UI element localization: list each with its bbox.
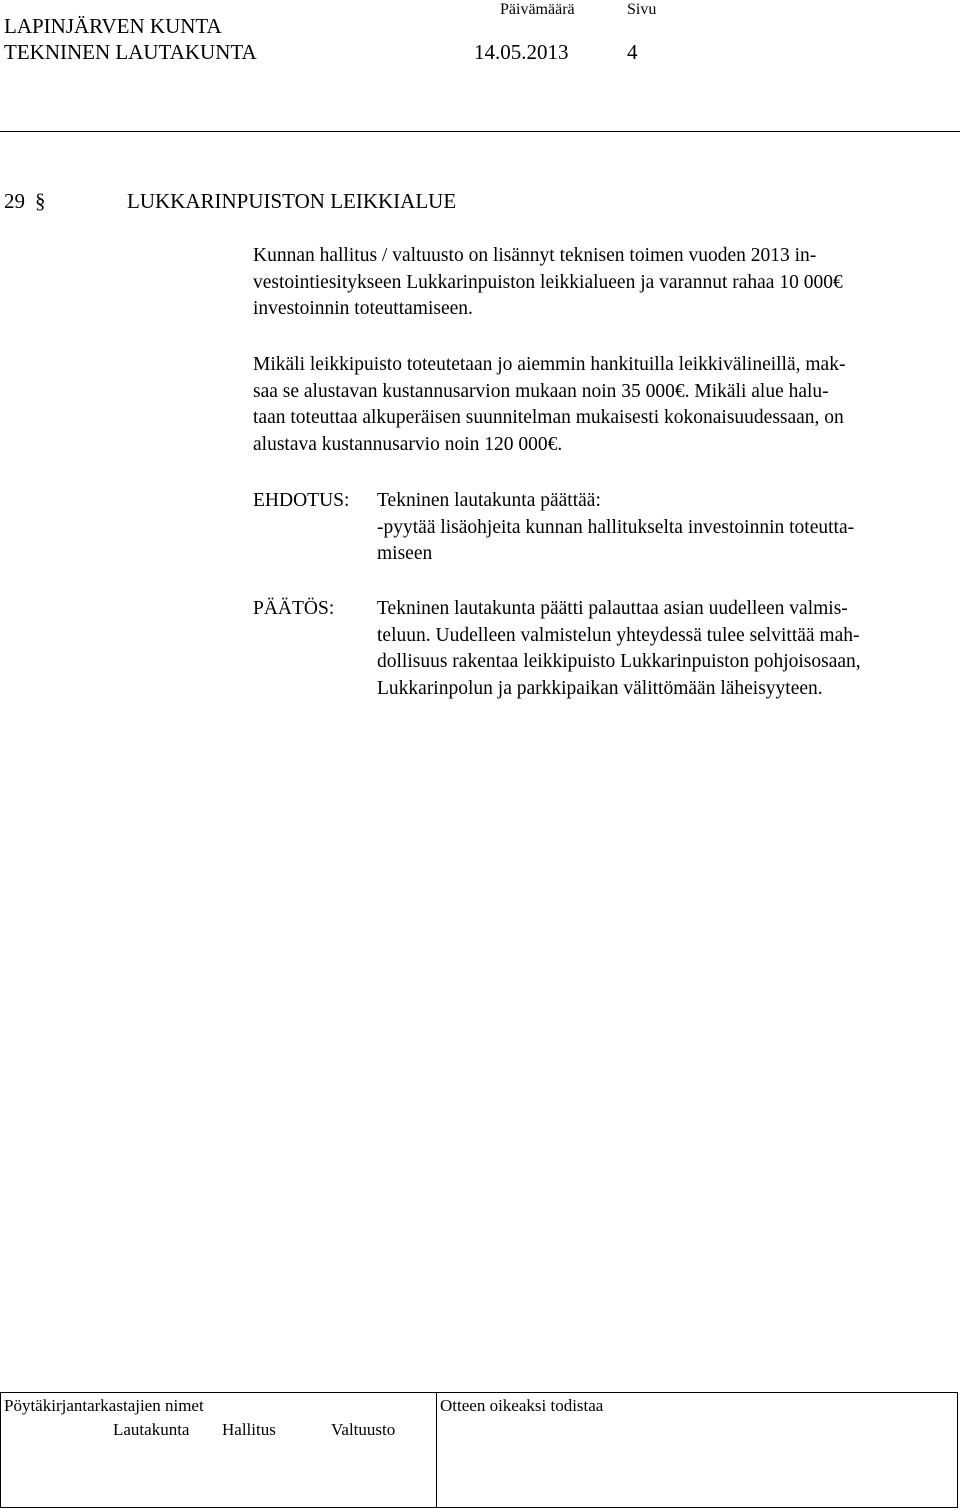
decision-line: teluun. Uudelleen valmistelun yhteydessä tulee selvittää mah- [377,624,860,646]
paragraph-line: investoinnin toteuttamiseen. [253,298,473,319]
paragraph-line: Kunnan hallitus / valtuusto on lisännyt teknisen toimen vuoden 2013 in- [253,245,817,266]
signers-label: Pöytäkirjantarkastajien nimet [4,1396,204,1415]
proposal-line: miseen [377,543,433,564]
paragraph-line: taan toteuttaa alkuperäisen suunnitelman mukaisesti kokonaisuudessaan, on [253,407,844,428]
paragraph-line: saa se alustavan kustannusarvion mukaan noin 35 000€. Mikäli alue halu- [253,380,829,402]
section-title: LUKKARINPUISTON LEIKKIALUE [127,189,457,213]
board-name: TEKNINEN LAUTAKUNTA [4,40,257,64]
decision-line: Lukkarinpolun ja parkkipaikan välittömään läheisyyteen. [377,677,823,699]
paragraph-line: alustava kustannusarvio noin 120 000€. [253,433,563,455]
page-number: 4 [627,40,638,64]
header-divider [0,131,960,132]
organization-name: LAPINJÄRVEN KUNTA [4,14,222,38]
paragraph-line: Mikäli leikkipuisto toteutetaan jo aiemmin hankituilla leikkivälineillä, mak- [253,354,846,375]
proposal-text [377,488,854,568]
decision-label: PÄÄTÖS: [253,598,335,619]
date-label: Päivämäärä [500,1,575,18]
proposal-label: EHDOTUS: [253,490,350,511]
paragraph-budget [253,243,955,323]
proposal-line: -pyytää lisäohjeita kunnan hallitukselta investoinnin toteutta- [377,516,855,538]
certified-label: Otteen oikeaksi todistaa [440,1396,604,1415]
paragraph-cost-estimate [253,352,955,458]
section-number: 29 [4,189,25,213]
decision-line: Tekninen lautakunta päätti palauttaa asian uudelleen valmis- [377,598,848,619]
page-label: Sivu [627,1,657,18]
section-symbol: § [35,189,46,213]
date-value: 14.05.2013 [474,40,569,64]
paragraph-line: vestointiesitykseen Lukkarinpuiston leikkialueen ja varannut rahaa 10 000€ [253,271,843,293]
recipient-lautakunta: Lautakunta [113,1420,190,1439]
footer-divider [436,1392,437,1508]
recipient-valtuusto: Valtuusto [331,1420,396,1439]
recipient-hallitus: Hallitus [222,1420,276,1439]
decision-line: dollisuus rakentaa leikkipuisto Lukkarinpuiston pohjoisosaan, [377,651,861,672]
proposal-heading: Tekninen lautakunta päättää: [377,490,601,511]
decision-text [377,596,861,702]
